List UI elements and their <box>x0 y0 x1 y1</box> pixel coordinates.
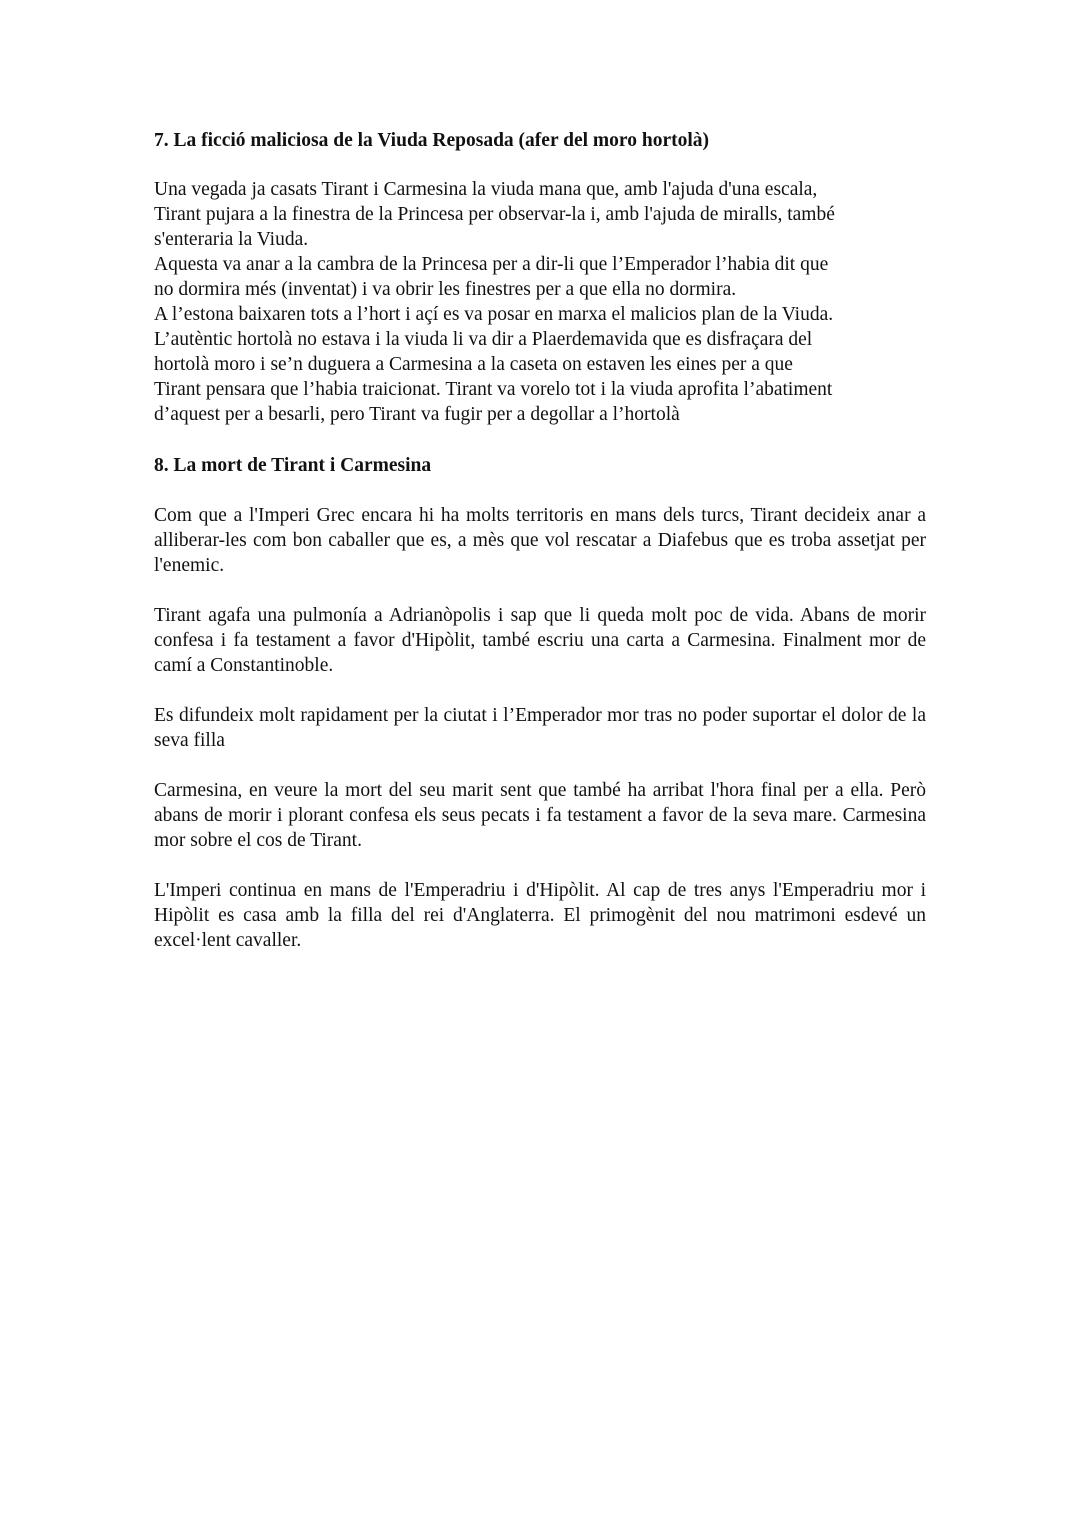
text-line: hortolà moro i se’n duguera a Carmesina a la caseta on estaven les eines per a que <box>154 354 793 375</box>
section-body <box>154 177 926 427</box>
text-line: Tirant pujara a la finestra de la Princesa per observar-la i, amb l'ajuda de miralls, també <box>154 204 835 225</box>
section-title: 8. La mort de Tirant i Carmesina <box>154 455 432 476</box>
paragraph: Es difundeix molt rapidament per la ciutat i l’Emperador mor tras no poder suportar el dolor de la seva filla <box>154 705 926 751</box>
text-line: Aquesta va anar a la cambra de la Princesa per a dir-li que l’Emperador l’habia dit que <box>154 254 829 275</box>
text-line: no dormira més (inventat) i va obrir les finestres per a que ella no dormira. <box>154 279 737 300</box>
section-title: 7. La ficció maliciosa de la Viuda Reposada (afer del moro hortolà) <box>154 130 709 151</box>
text-line: Tirant pensara que l’habia traicionat. Tirant va vorelo tot i la viuda aprofita l’abatiment <box>154 379 833 400</box>
paragraph: Tirant agafa una pulmonía a Adrianòpolis i sap que li queda molt poc de vida. Abans de morir confesa i fa testament a favor d'Hipòlit, també escriu una carta a Carmesina. Finalment mor de camí a Constantinoble. <box>154 605 926 676</box>
paragraph: Com que a l'Imperi Grec encara hi ha molts territoris en mans dels turcs, Tirant decideix anar a alliberar-les com bon caballer que es, a mès que vol rescatar a Diafebus que es troba assetjat per l'enemic. <box>154 505 926 576</box>
paragraph: Carmesina, en veure la mort del seu marit sent que també ha arribat l'hora final per a ella. Però abans de morir i plorant confesa els seus pecats i fa testament a favor de la seva mare. Carmesina mor sobre el cos de Tirant. <box>154 780 926 851</box>
text-line: A l’estona baixaren tots a l’hort i açí es va posar en marxa el malicios plan de la Viuda. <box>154 304 834 325</box>
text-line: L’autèntic hortolà no estava i la viuda li va dir a Plaerdemavida que es disfraçara del <box>154 329 813 350</box>
text-line: Una vegada ja casats Tirant i Carmesina la viuda mana que, amb l'ajuda d'una escala, <box>154 179 818 200</box>
text-line: d’aquest per a besarli, pero Tirant va fugir per a degollar a l’hortolà <box>154 404 680 425</box>
section-body <box>154 503 926 953</box>
document-page <box>154 128 926 953</box>
paragraph: L'Imperi continua en mans de l'Emperadriu i d'Hipòlit. Al cap de tres anys l'Emperadriu mor i Hipòlit es casa amb la filla del rei d'Anglaterra. El primogènit del nou matrimoni esdevé un excel·lent cavaller. <box>154 880 926 951</box>
text-line: s'enteraria la Viuda. <box>154 229 309 250</box>
